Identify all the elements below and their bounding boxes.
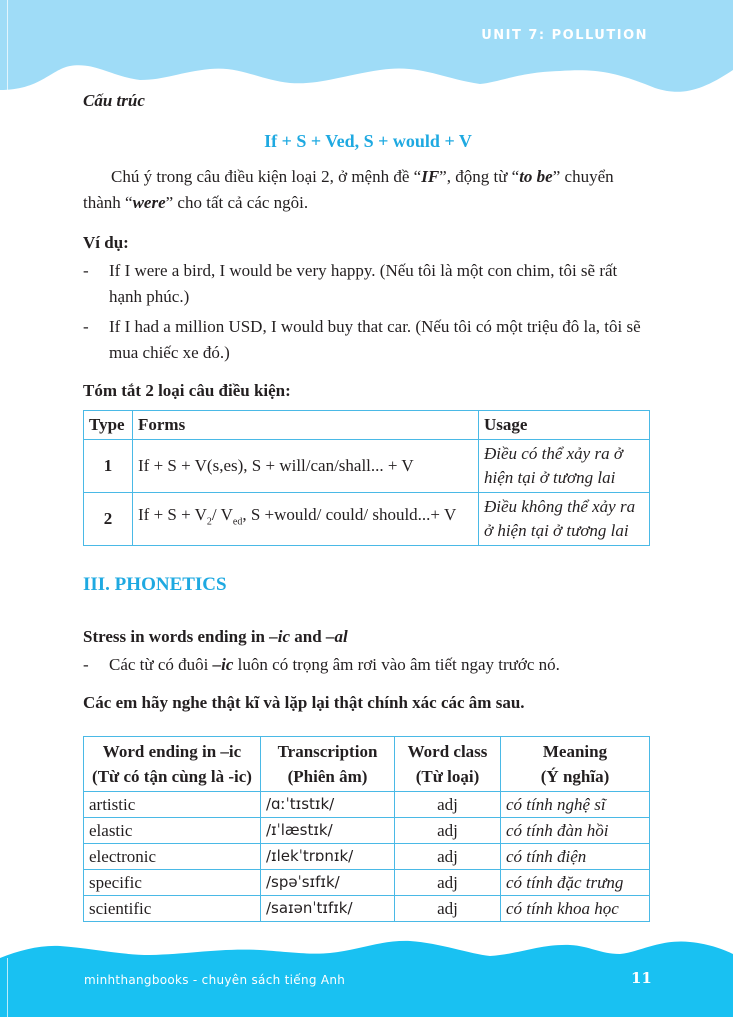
meaning-cell: có tính điện: [501, 844, 650, 870]
header-forms: Forms: [133, 411, 479, 440]
page-edge-line: [7, 0, 8, 90]
word-class-cell: adj: [395, 792, 501, 818]
header-line: Transcription: [277, 742, 378, 761]
word-class-cell: adj: [395, 844, 501, 870]
table-header-row: [84, 737, 650, 792]
stress-text: Stress in words ending in: [83, 627, 270, 646]
word-class-cell: adj: [395, 818, 501, 844]
meaning-cell: có tính khoa học: [501, 896, 650, 922]
meaning-cell: có tính đàn hồi: [501, 818, 650, 844]
form-cell: [133, 493, 479, 546]
example-item: [83, 258, 653, 310]
note-to-be: to be: [519, 167, 553, 186]
stress-note-item: [83, 652, 653, 678]
word-cell: specific: [84, 870, 261, 896]
words-table-body: [84, 792, 650, 922]
words-table: [83, 736, 650, 922]
conditional-table: [83, 410, 650, 546]
stress-notes: [83, 652, 653, 678]
dash-bullet: -: [83, 317, 89, 336]
header-line: Word ending in –ic: [102, 742, 242, 761]
type-cell: 2: [84, 493, 133, 546]
note-text: ” chuyển thành “: [83, 167, 614, 212]
note-text: Chú ý trong câu điều kiện loại 2, ở mệnh đề “: [111, 167, 422, 186]
form-text: If + S + V: [138, 505, 207, 525]
summary-heading: Tóm tắt 2 loại câu điều kiện:: [83, 381, 291, 400]
page-content: [83, 88, 653, 922]
form-text: , S +would/ could/ should...+ V: [242, 505, 457, 525]
section-title: III. PHONETICS: [83, 574, 227, 595]
form-subscript: ed: [232, 516, 243, 528]
header-type: Type: [84, 411, 133, 440]
example-item: [83, 314, 653, 366]
word-cell: scientific: [84, 896, 261, 922]
word-cell: electronic: [84, 844, 261, 870]
header-line: (Từ có tận cùng là -ic): [92, 767, 252, 786]
form-cell: If + S + V(s,es), S + will/can/shall... + V: [133, 440, 479, 493]
note-text: luôn có trọng âm rơi vào âm tiết ngay trước nó.: [233, 655, 560, 674]
dash-bullet: -: [83, 261, 89, 280]
header-line: Word class: [407, 742, 488, 761]
meaning-cell: có tính nghệ sĩ: [501, 792, 650, 818]
transcription-cell: /spəˈsɪfɪk/: [261, 870, 395, 896]
header-line: Meaning: [542, 742, 608, 761]
note-text: Các từ có đuôi: [109, 655, 213, 674]
dash-bullet: -: [83, 655, 89, 674]
form-text: / V: [211, 505, 233, 525]
transcription-cell: /ɪlekˈtrɒnɪk/: [261, 844, 395, 870]
example-text: If I were a bird, I would be very happy. (Nếu tôi là một con chim, tôi sẽ rất hạnh phúc.): [109, 261, 618, 306]
example-text: If I had a million USD, I would buy that car. (Nếu tôi có một triệu đô la, tôi sẽ mua chiếc xe đó.): [109, 317, 641, 362]
table-row: [84, 792, 650, 818]
note-if: IF: [421, 167, 440, 186]
listen-instruction: Các em hãy nghe thật kĩ và lặp lại thật chính xác các âm sau.: [83, 693, 525, 712]
table-header-row: [84, 411, 650, 440]
stress-suffix-al: –al: [325, 627, 348, 646]
table-row: [84, 493, 650, 546]
usage-cell: Điều không thể xảy ra ở hiện tại ở tương lai: [479, 493, 650, 546]
word-cell: artistic: [84, 792, 261, 818]
header-wave-banner: [0, 0, 733, 95]
publisher-footer: minhthangbooks - chuyên sách tiếng Anh: [84, 973, 346, 987]
table-row: [84, 844, 650, 870]
word-cell: elastic: [84, 818, 261, 844]
page-number: 11: [631, 969, 652, 987]
header-meaning: [501, 737, 650, 792]
stress-heading: [83, 624, 653, 650]
stress-text: and: [290, 627, 326, 646]
meaning-cell: có tính đặc trưng: [501, 870, 650, 896]
header-word: [84, 737, 261, 792]
word-class-cell: adj: [395, 870, 501, 896]
table-row: [84, 440, 650, 493]
header-usage: Usage: [479, 411, 650, 440]
structure-heading: Cấu trúc: [83, 91, 145, 110]
transcription-cell: /saɪənˈtɪfɪk/: [261, 896, 395, 922]
header-line: (Phiên âm): [287, 767, 368, 786]
word-class-cell: adj: [395, 896, 501, 922]
formula: If + S + Ved, S + would + V: [264, 131, 472, 151]
examples-heading: Ví dụ:: [83, 233, 129, 252]
usage-cell: Điều có thể xảy ra ở hiện tại ở tương lai: [479, 440, 650, 493]
transcription-cell: /ɪˈlæstɪk/: [261, 818, 395, 844]
stress-suffix-ic: –ic: [269, 627, 291, 646]
transcription-cell: /ɑːˈtɪstɪk/: [261, 792, 395, 818]
table-row: [84, 818, 650, 844]
page-edge-line: [7, 958, 8, 1017]
note-text: ” cho tất cả các ngôi.: [165, 193, 309, 212]
note-were: were: [132, 193, 166, 212]
unit-title: UNIT 7: POLLUTION: [481, 28, 648, 43]
note-paragraph: [83, 164, 653, 216]
header-line: (Từ loại): [415, 767, 480, 786]
header-word-class: [395, 737, 501, 792]
form-subscript: 2: [206, 516, 212, 528]
note-text: ”, động từ “: [439, 167, 520, 186]
table-row: [84, 870, 650, 896]
header-line: (Ý nghĩa): [540, 767, 610, 786]
examples-list: [83, 258, 653, 366]
type-cell: 1: [84, 440, 133, 493]
header-transcription: [261, 737, 395, 792]
table-row: [84, 896, 650, 922]
note-suffix: –ic: [212, 655, 234, 674]
